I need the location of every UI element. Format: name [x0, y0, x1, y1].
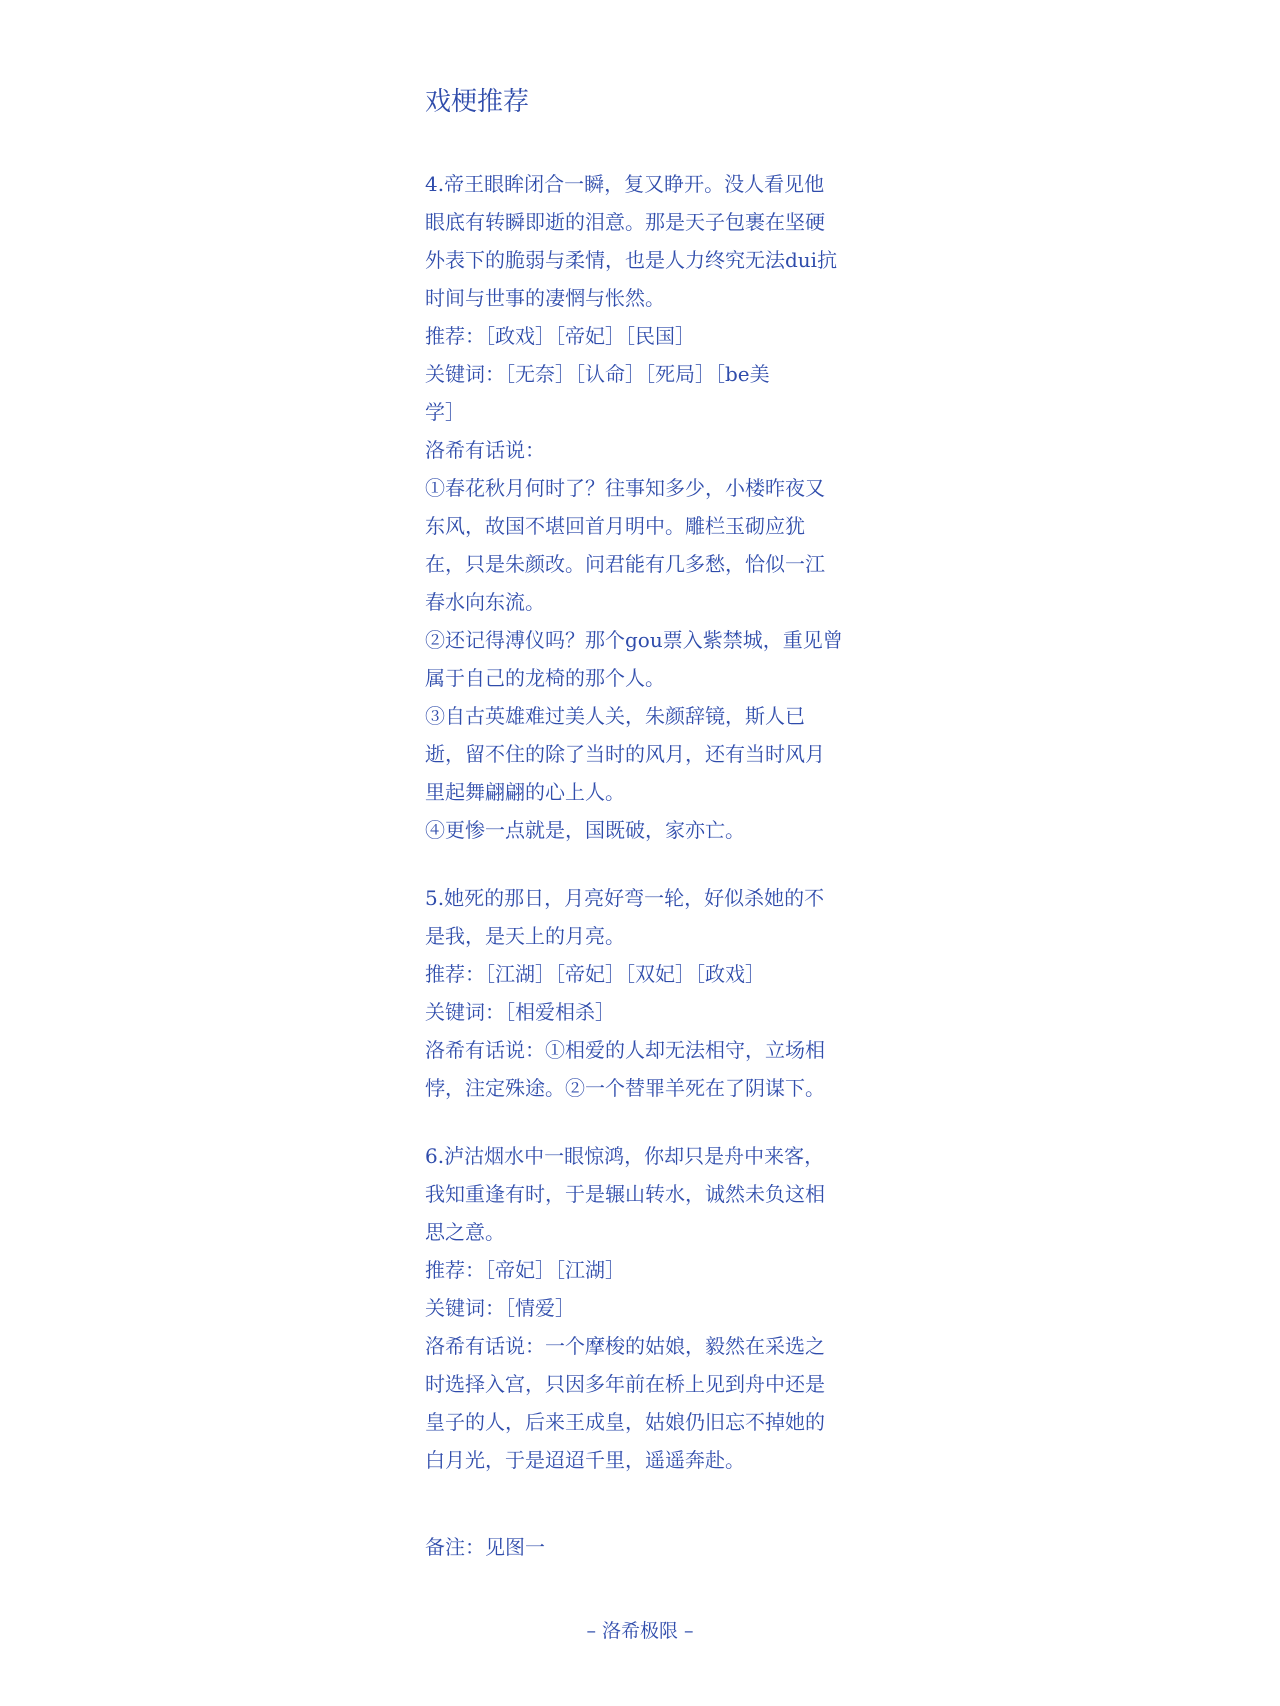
text-line: 是我，是天上的月亮。 — [425, 924, 625, 948]
remark-note: 备注：见图一 — [425, 1535, 545, 1559]
text-line: 洛希有话说：①相爱的人却无法相守，立场相 — [425, 1038, 825, 1062]
text-line: ①春花秋月何时了？往事知多少，小楼昨夜又 — [425, 476, 825, 500]
keywords-line: 关键词：［无奈］［认命］［死局］［be美 — [425, 362, 770, 386]
text-line: 思之意。 — [425, 1220, 505, 1244]
text-line: 外表下的脆弱与柔情，也是人力终究无法dui抗 — [425, 248, 838, 272]
comment-heading: 洛希有话说： — [425, 438, 545, 462]
text-line: 东风，故国不堪回首月明中。雕栏玉砌应犹 — [425, 514, 805, 538]
keywords-line: 关键词：［相爱相杀］ — [425, 1000, 615, 1024]
text-line: 5.她死的那日，月亮好弯一轮，好似杀她的不 — [425, 886, 825, 910]
document-body — [425, 165, 875, 1509]
section-5 — [425, 879, 875, 1107]
text-line: 悖，注定殊途。②一个替罪羊死在了阴谋下。 — [425, 1076, 825, 1100]
recommend-line: 推荐：［帝妃］［江湖］ — [425, 1258, 625, 1282]
text-line: 4.帝王眼眸闭合一瞬，复又睁开。没人看见他 — [425, 172, 825, 196]
keywords-line: 学］ — [425, 400, 465, 424]
text-line: 白月光，于是迢迢千里，遥遥奔赴。 — [425, 1448, 745, 1472]
text-line: 逝，留不住的除了当时的风月，还有当时风月 — [425, 742, 825, 766]
text-line: 洛希有话说：一个摩梭的姑娘，毅然在采选之 — [425, 1334, 825, 1358]
text-line: 在，只是朱颜改。问君能有几多愁，恰似一江 — [425, 552, 825, 576]
page-title: 戏梗推荐 — [425, 87, 530, 117]
text-line: 眼底有转瞬即逝的泪意。那是天子包裹在坚硬 — [425, 210, 825, 234]
keywords-line: 关键词：［情爱］ — [425, 1296, 575, 1320]
text-line: 春水向东流。 — [425, 590, 545, 614]
section-6 — [425, 1137, 875, 1479]
text-line: ④更惨一点就是，国既破，家亦亡。 — [425, 818, 745, 842]
recommend-line: 推荐：［政戏］［帝妃］［民国］ — [425, 324, 695, 348]
recommend-line: 推荐：［江湖］［帝妃］［双妃］［政戏］ — [425, 962, 765, 986]
text-line: 时选择入宫，只因多年前在桥上见到舟中还是 — [425, 1372, 825, 1396]
text-line: 我知重逢有时，于是辗山转水，诚然未负这相 — [425, 1182, 825, 1206]
text-line: ③自古英雄难过美人关，朱颜辞镜，斯人已 — [425, 704, 805, 728]
text-line: 皇子的人，后来王成皇，姑娘仍旧忘不掉她的 — [425, 1410, 825, 1434]
section-4 — [425, 165, 875, 849]
footer-signature: – 洛希极限 – — [586, 1620, 694, 1642]
text-line: 里起舞翩翩的心上人。 — [425, 780, 625, 804]
text-line: 属于自己的龙椅的那个人。 — [425, 666, 665, 690]
text-line: 时间与世事的凄惘与怅然。 — [425, 286, 665, 310]
text-line: ②还记得溥仪吗？那个gou票入紫禁城，重见曾 — [425, 628, 843, 652]
text-line: 6.泸沽烟水中一眼惊鸿，你却只是舟中来客， — [425, 1144, 825, 1168]
